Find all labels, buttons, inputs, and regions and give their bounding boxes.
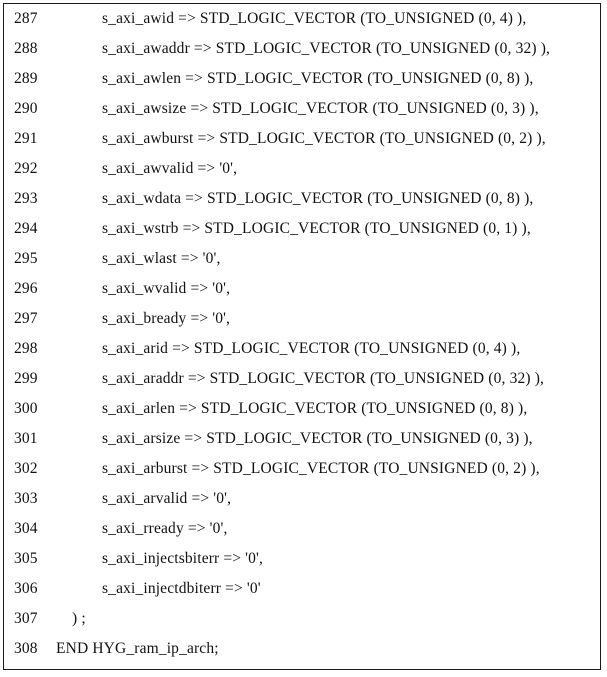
line-number: 289 bbox=[14, 70, 38, 87]
line-number: 302 bbox=[14, 460, 38, 477]
line-text: ) ; bbox=[72, 610, 86, 627]
code-listing bbox=[3, 3, 601, 670]
line-text: s_axi_bready => '0', bbox=[102, 310, 231, 327]
line-text: s_axi_rready => '0', bbox=[102, 520, 228, 537]
code-line bbox=[4, 190, 600, 220]
code-line bbox=[4, 10, 600, 40]
line-number: 291 bbox=[14, 130, 38, 147]
line-number: 304 bbox=[14, 520, 38, 537]
code-line bbox=[4, 580, 600, 610]
line-number: 293 bbox=[14, 190, 38, 207]
code-line bbox=[4, 430, 600, 460]
line-number: 300 bbox=[14, 400, 38, 417]
line-text: s_axi_awid => STD_LOGIC_VECTOR (TO_UNSIGNED (0, 4) ), bbox=[102, 10, 527, 27]
code-line bbox=[4, 220, 600, 250]
line-text: s_axi_awsize => STD_LOGIC_VECTOR (TO_UNSIGNED (0, 3) ), bbox=[102, 100, 539, 117]
line-text: s_axi_awburst => STD_LOGIC_VECTOR (TO_UNSIGNED (0, 2) ), bbox=[102, 130, 546, 147]
code-line bbox=[4, 490, 600, 520]
code-line bbox=[4, 370, 600, 400]
code-line bbox=[4, 460, 600, 490]
code-line bbox=[4, 40, 600, 70]
line-text: s_axi_awaddr => STD_LOGIC_VECTOR (TO_UNSIGNED (0, 32) ), bbox=[102, 40, 551, 57]
line-text: s_axi_wstrb => STD_LOGIC_VECTOR (TO_UNSIGNED (0, 1) ), bbox=[102, 220, 531, 237]
line-text: s_axi_arsize => STD_LOGIC_VECTOR (TO_UNSIGNED (0, 3) ), bbox=[102, 430, 533, 447]
code-line bbox=[4, 610, 600, 640]
line-text: END HYG_ram_ip_arch; bbox=[56, 640, 219, 657]
line-text: s_axi_injectsbiterr => '0', bbox=[102, 550, 263, 567]
code-line bbox=[4, 250, 600, 280]
code-line bbox=[4, 340, 600, 370]
line-number: 299 bbox=[14, 370, 38, 387]
line-number: 290 bbox=[14, 100, 38, 117]
line-text: s_axi_arid => STD_LOGIC_VECTOR (TO_UNSIGNED (0, 4) ), bbox=[102, 340, 521, 357]
line-number: 308 bbox=[14, 640, 38, 657]
line-number: 298 bbox=[14, 340, 38, 357]
code-line bbox=[4, 130, 600, 160]
code-line bbox=[4, 160, 600, 190]
line-text: s_axi_arvalid => '0', bbox=[102, 490, 232, 507]
line-number: 301 bbox=[14, 430, 38, 447]
line-number: 306 bbox=[14, 580, 38, 597]
line-text: s_axi_injectdbiterr => '0' bbox=[102, 580, 261, 597]
line-number: 307 bbox=[14, 610, 38, 627]
line-text: s_axi_araddr => STD_LOGIC_VECTOR (TO_UNSIGNED (0, 32) ), bbox=[102, 370, 545, 387]
code-line bbox=[4, 100, 600, 130]
line-text: s_axi_wdata => STD_LOGIC_VECTOR (TO_UNSIGNED (0, 8) ), bbox=[102, 190, 534, 207]
line-text: s_axi_wvalid => '0', bbox=[102, 280, 231, 297]
line-number: 292 bbox=[14, 160, 38, 177]
line-number: 295 bbox=[14, 250, 38, 267]
code-line bbox=[4, 70, 600, 100]
line-text: s_axi_awvalid => '0', bbox=[102, 160, 238, 177]
line-number: 303 bbox=[14, 490, 38, 507]
code-line bbox=[4, 310, 600, 340]
code-line bbox=[4, 640, 600, 670]
code-line bbox=[4, 280, 600, 310]
line-text: s_axi_arlen => STD_LOGIC_VECTOR (TO_UNSIGNED (0, 8) ), bbox=[102, 400, 528, 417]
line-number: 294 bbox=[14, 220, 38, 237]
line-number: 297 bbox=[14, 310, 38, 327]
line-number: 296 bbox=[14, 280, 38, 297]
line-text: s_axi_awlen => STD_LOGIC_VECTOR (TO_UNSIGNED (0, 8) ), bbox=[102, 70, 534, 87]
line-text: s_axi_arburst => STD_LOGIC_VECTOR (TO_UNSIGNED (0, 2) ), bbox=[102, 460, 540, 477]
code-line bbox=[4, 550, 600, 580]
code-line bbox=[4, 400, 600, 430]
line-text: s_axi_wlast => '0', bbox=[102, 250, 221, 267]
line-number: 287 bbox=[14, 10, 38, 27]
line-number: 288 bbox=[14, 40, 38, 57]
line-number: 305 bbox=[14, 550, 38, 567]
code-line bbox=[4, 520, 600, 550]
